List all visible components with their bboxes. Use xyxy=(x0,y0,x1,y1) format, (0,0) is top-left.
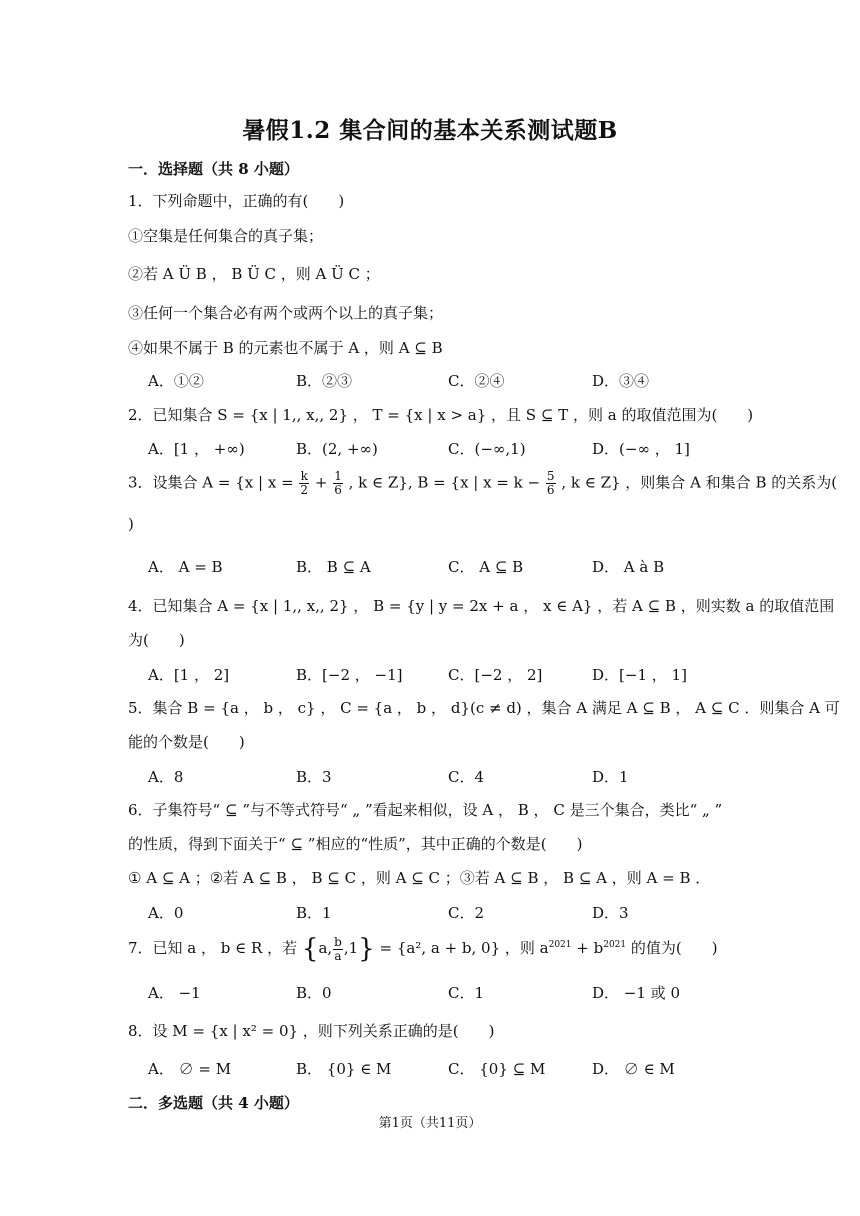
question-5-options xyxy=(148,766,748,788)
question-4-option-b: B．[−2 ， −1] xyxy=(296,666,403,684)
question-3-plus: + xyxy=(314,473,328,492)
question-1-option-c: C．②④ xyxy=(448,372,505,390)
question-7-set-last: ,1 xyxy=(343,939,359,957)
question-4-stem-continuation: 为( ) xyxy=(128,631,185,649)
question-6-stem: 6．子集符号“ ⊆ ”与不等式符号“ „ ”看起来相似，设 A ， B ， C 是三个集合，类比“ „ ” xyxy=(128,801,723,819)
question-2-option-d: D．(−∞ ， 1] xyxy=(592,440,690,458)
question-3-option-a: A． A = B xyxy=(148,558,223,576)
question-7-exponent-a: 2021 xyxy=(548,940,572,950)
question-6-option-c: C．2 xyxy=(448,904,485,922)
question-5-option-a: A．8 xyxy=(148,768,184,786)
fraction-denominator: 6 xyxy=(334,483,342,497)
left-brace-icon: { xyxy=(301,934,319,964)
question-4-option-a: A．[1 ， 2] xyxy=(148,666,230,684)
question-7-option-c: C．1 xyxy=(448,984,485,1002)
question-6-options xyxy=(148,902,748,924)
question-2-options xyxy=(148,438,748,460)
fraction-denominator: 2 xyxy=(300,483,309,497)
question-6-stem-continuation: 的性质，得到下面关于“ ⊆ ”相应的“性质”，其中正确的个数是( ) xyxy=(128,835,583,853)
question-8-option-b: B． {0} ∈ M xyxy=(296,1060,392,1078)
question-1-options xyxy=(148,370,748,392)
question-6-option-b: B．1 xyxy=(296,904,332,922)
question-1-option-a: A．①② xyxy=(148,372,204,390)
question-3-options xyxy=(148,556,748,578)
page-title: 暑假1.2 集合间的基本关系测试题B xyxy=(242,117,618,144)
question-5-option-c: C．4 xyxy=(448,768,485,786)
fraction-denominator: a xyxy=(334,948,342,963)
question-3-stem-continuation: ) xyxy=(128,515,134,533)
question-1-option-b: B．②③ xyxy=(296,372,353,390)
question-7-stem xyxy=(128,934,718,964)
question-2-option-c: C．(−∞,1) xyxy=(448,440,526,458)
question-8-option-c: C． {0} ⊆ M xyxy=(448,1060,546,1078)
section-heading-multiple-choice: 二．多选题（共 4 小题） xyxy=(128,1094,299,1112)
question-1-proposition-3: ③任何一个集合必有两个或两个以上的真子集； xyxy=(128,304,444,322)
question-7-option-b: B．0 xyxy=(296,984,332,1002)
question-4-stem: 4．已知集合 A = {x | 1,, x,, 2} ， B = {y | y = 2x + a ， x ∈ A} ，若 A ⊆ B ，则实数 a 的取值范围 xyxy=(128,597,835,615)
question-8-options xyxy=(148,1058,748,1080)
question-8-option-d: D． ∅ ∈ M xyxy=(592,1060,675,1078)
question-6-properties: ① A ⊆ A ；②若 A ⊆ B ， B ⊆ C ，则 A ⊆ C ；③若 A ⊆ B ， B ⊆ A ，则 A = B ． xyxy=(128,869,711,887)
question-3-stem-start: 3．设集合 A = {x | x = xyxy=(128,473,294,492)
question-1-option-d: D．③④ xyxy=(592,372,650,390)
question-7-equation: = {a², a + b, 0} ，则 a xyxy=(379,939,549,957)
question-1-stem: 1．下列命题中，正确的有( ) xyxy=(128,192,345,210)
question-1-proposition-2: ②若 A Ü B ， B Ü C ，则 A Ü C ； xyxy=(128,265,380,283)
question-8-option-a: A． ∅ = M xyxy=(148,1060,232,1078)
fraction-numerator: 5 xyxy=(546,469,555,483)
right-brace-icon: } xyxy=(358,934,375,964)
question-2-option-a: A．[1 ， +∞) xyxy=(148,440,245,458)
question-3-fraction-k-over-2 xyxy=(299,470,309,497)
question-3-option-d: D． A à B xyxy=(592,558,665,576)
question-2-option-b: B．(2, +∞) xyxy=(296,440,378,458)
question-1-proposition-1: ①空集是任何集合的真子集； xyxy=(128,227,324,245)
question-3-stem-end: , k ∈ Z} ，则集合 A 和集合 B 的关系为( xyxy=(561,473,838,492)
question-5-option-d: D．1 xyxy=(592,768,629,786)
question-7-option-a: A． −1 xyxy=(148,984,201,1002)
question-7-set-first: a, xyxy=(318,939,333,957)
question-7-options xyxy=(148,982,748,1004)
fraction-numerator: 1 xyxy=(334,469,342,483)
question-7-stem-end: 的值为( ) xyxy=(626,939,718,957)
question-3-stem xyxy=(128,470,837,497)
question-5-option-b: B．3 xyxy=(296,768,332,786)
question-2-stem: 2．已知集合 S = {x | 1,, x,, 2} ， T = {x | x > a} ，且 S ⊆ T ，则 a 的取值范围为( ) xyxy=(128,406,754,424)
question-6-option-a: A．0 xyxy=(148,904,184,922)
question-5-stem: 5．集合 B = {a ， b ， c} ， C = {a ， b ， d}(c ≠ d) ，集合 A 满足 A ⊆ B ， A ⊆ C ．则集合 A 可 xyxy=(128,699,840,717)
question-7-exponent-b: 2021 xyxy=(603,940,627,950)
page-footer: 第1页（共11页） xyxy=(378,1116,482,1131)
question-6-option-d: D．3 xyxy=(592,904,629,922)
question-7-fraction-b-over-a xyxy=(333,936,343,963)
fraction-numerator: b xyxy=(334,934,342,949)
fraction-denominator: 6 xyxy=(546,483,555,497)
question-4-option-d: D．[−1 ， 1] xyxy=(592,666,687,684)
question-7-option-d: D． −1 或 0 xyxy=(592,984,680,1002)
question-4-option-c: C．[−2 ， 2] xyxy=(448,666,543,684)
question-3-option-b: B． B ⊆ A xyxy=(296,558,371,576)
question-3-stem-middle: , k ∈ Z}, B = {x | x = k − xyxy=(348,473,541,492)
section-heading-single-choice: 一．选择题（共 8 小题） xyxy=(128,160,299,178)
question-3-option-c: C． A ⊆ B xyxy=(448,558,524,576)
question-8-stem: 8．设 M = {x | x² = 0} ，则下列关系正确的是( ) xyxy=(128,1022,495,1040)
question-3-fraction-1-over-6 xyxy=(333,470,343,497)
question-5-stem-continuation: 能的个数是( ) xyxy=(128,733,245,751)
question-4-options xyxy=(148,664,748,686)
question-3-fraction-5-over-6 xyxy=(546,470,556,497)
fraction-numerator: k xyxy=(300,469,308,483)
question-7-stem-start: 7．已知 a ， b ∈ R ，若 xyxy=(128,939,298,957)
question-7-plus-b: + b xyxy=(571,939,604,957)
question-1-proposition-4: ④如果不属于 B 的元素也不属于 A ，则 A ⊆ B xyxy=(128,339,443,357)
